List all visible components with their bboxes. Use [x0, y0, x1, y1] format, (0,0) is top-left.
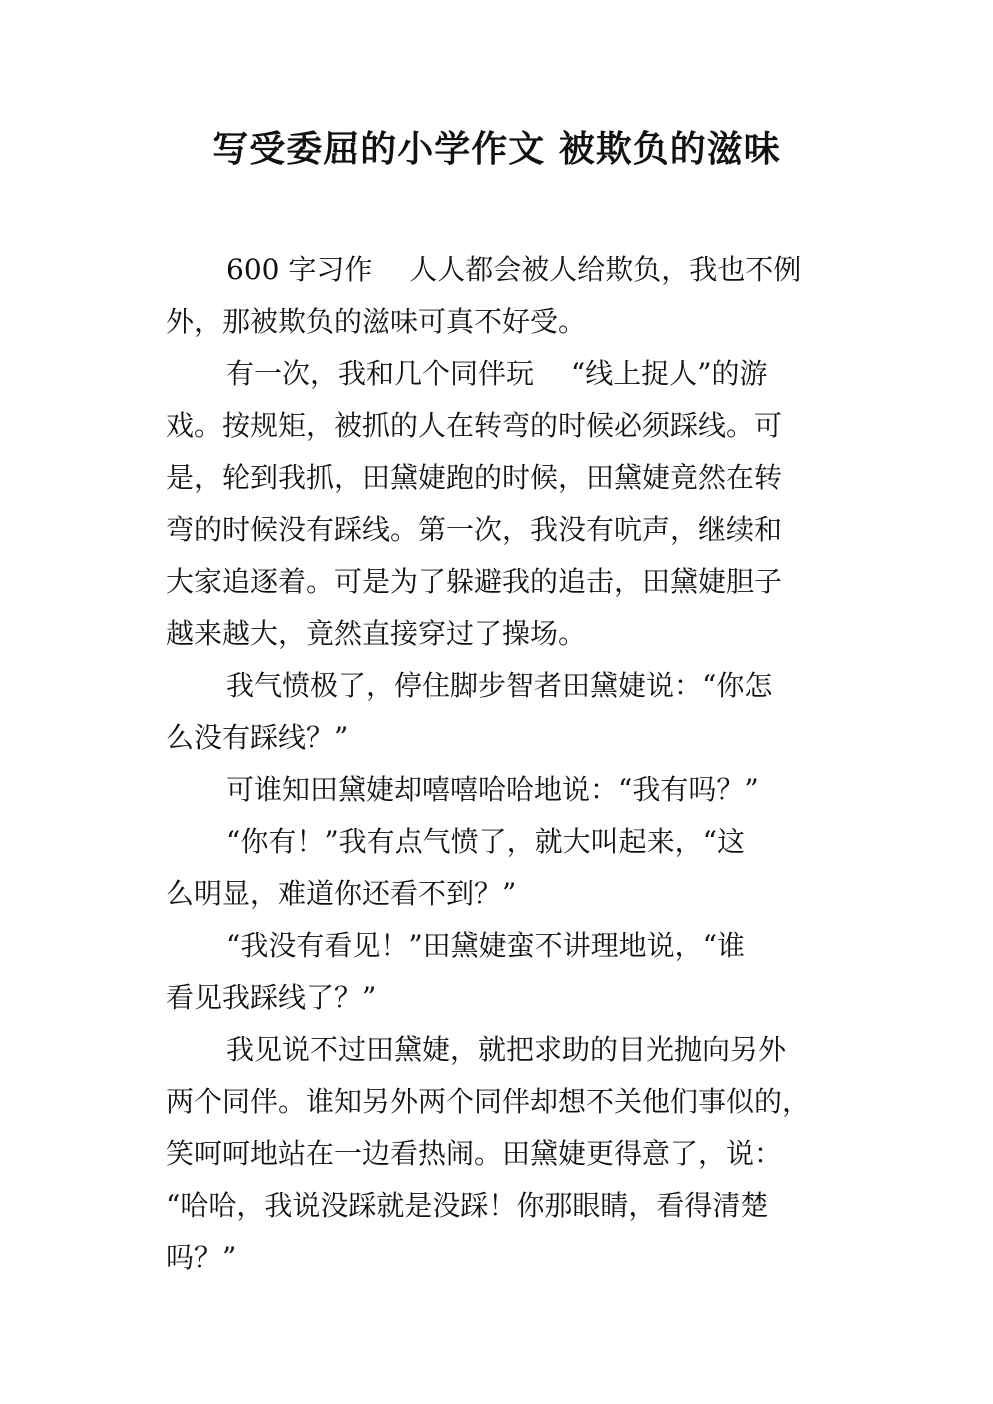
text-line: 看见我踩线了？” — [166, 981, 377, 1014]
text-line: 大家追逐着。可是为了躲避我的追击，田黛婕胆子 — [166, 565, 783, 598]
text-line: 是，轮到我抓，田黛婕跑的时候，田黛婕竟然在转 — [166, 461, 783, 494]
text-line: “哈哈，我说没踩就是没踩！你那眼睛，看得清楚 — [166, 1189, 769, 1222]
text-line: 么明显，难道你还看不到？” — [166, 877, 517, 910]
text-line: 吗？” — [166, 1241, 237, 1274]
document-title: 写受委屈的小学作文 被欺负的滋味 — [212, 129, 781, 170]
text-line: 弯的时候没有踩线。第一次，我没有吭声，继续和 — [166, 513, 783, 546]
text-line: 越来越大，竟然直接穿过了操场。 — [166, 617, 587, 650]
text-line: 笑呵呵地站在一边看热闹。田黛婕更得意了，说： — [166, 1137, 783, 1170]
document-body — [166, 244, 836, 1284]
text-line: “我没有看见！”田黛婕蛮不讲理地说，“谁 — [226, 929, 745, 962]
text-line: 戏。按规矩，被抓的人在转弯的时候必须踩线。可 — [166, 409, 783, 442]
text-line: 600 字习作 人人都会被人给欺负，我也不例 — [226, 253, 802, 286]
text-line: 我气愤极了，停住脚步智者田黛婕说：“你怎 — [226, 669, 773, 702]
text-line: 可谁知田黛婕却嘻嘻哈哈地说：“我有吗？” — [226, 773, 759, 806]
text-line: 有一次，我和几个同伴玩 “线上捉人”的游 — [226, 357, 768, 390]
text-line: 么没有踩线？” — [166, 721, 349, 754]
text-line: 我见说不过田黛婕，就把求助的目光抛向另外 — [226, 1033, 787, 1066]
text-line: “你有！”我有点气愤了，就大叫起来，“这 — [226, 825, 745, 858]
text-line: 两个同伴。谁知另外两个同伴却想不关他们事似的， — [166, 1085, 811, 1118]
text-line: 外，那被欺负的滋味可真不好受。 — [166, 305, 587, 338]
